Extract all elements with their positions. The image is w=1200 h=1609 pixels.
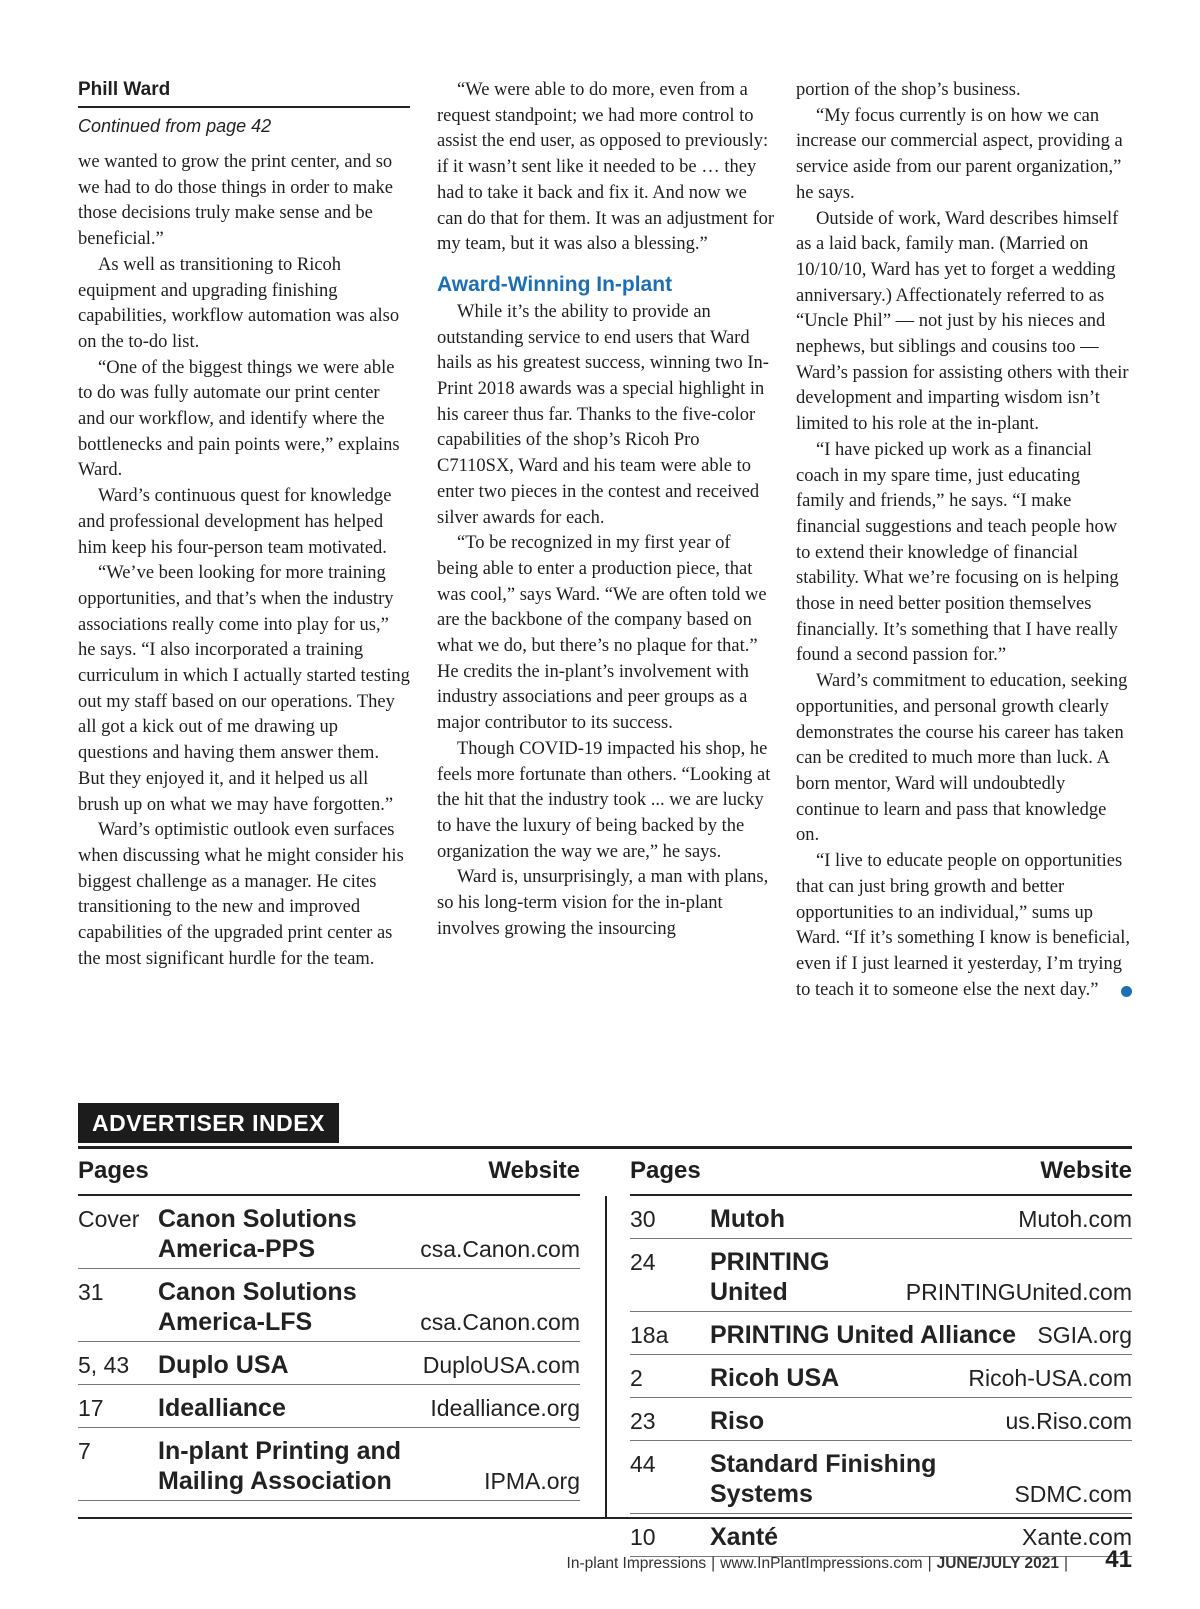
advertiser-company: Canon Solutions America-LFS	[158, 1278, 357, 1336]
left-website-header: Website	[488, 1157, 580, 1184]
advertiser-row	[78, 1342, 580, 1385]
advertiser-company: Canon Solutions America-PPS	[158, 1205, 357, 1263]
advertiser-company: Riso	[710, 1407, 765, 1435]
issue-date: JUNE/JULY 2021	[936, 1555, 1059, 1572]
advertiser-list-right	[630, 1196, 1132, 1557]
advertiser-row	[630, 1355, 1132, 1398]
advertiser-company: Standard Finishing Systems	[710, 1450, 937, 1508]
advertiser-list-left	[78, 1196, 580, 1501]
paragraph: Outside of work, Ward describes himself as a laid back, family man. (Married on 10/10/10, Ward has yet to forget a wedding anniversary.) Affectionately referred to as “Uncle Phil” — not just by his nieces and nephews, but siblings and cousins too — Ward’s passion for assisting others with their development and imparting wisdom isn’t limited to his role at the in-plant.	[796, 208, 1129, 435]
article-column-2	[437, 78, 774, 943]
advertiser-company: Ricoh USA	[710, 1364, 840, 1392]
advertiser-page: Cover	[78, 1206, 140, 1232]
page-footer	[567, 1554, 1073, 1574]
advertiser-row	[630, 1398, 1132, 1441]
paragraph: Though COVID-19 impacted his shop, he feels more fortunate than others. “Looking at the hit that the industry took ... we are lucky to have the luxury of being backed by the organization the way we are,” he says.	[437, 738, 771, 862]
index-bottom-rule	[78, 1517, 1132, 1519]
advertiser-page: 44	[630, 1451, 656, 1477]
publication-name: In-plant Impressions	[566, 1555, 707, 1572]
paragraph-final	[796, 849, 1132, 1003]
final-paragraph-text: “I live to educate people on opportunities that can just bring growth and better opportunities to an individual,” sums up Ward. “If it’s something I know is beneficial, even if I just learned it yesterday, I’m trying to teach it to someone else the next day.”	[796, 851, 1130, 1000]
advertiser-row	[78, 1428, 580, 1501]
footer-separator: |	[927, 1555, 932, 1572]
index-column-divider	[605, 1196, 607, 1517]
paragraph: While it’s the ability to provide an outstanding service to end users that Ward hails as his greatest success, winning two In-Print 2018 awards was a special highlight in his career thus far. Thanks to the five-color capabilities of the shop’s Ricoh Pro C7110SX, Ward and his team were able to enter two pieces in the contest and received silver awards for each.	[437, 301, 769, 528]
advertiser-index-title: ADVERTISER INDEX	[78, 1103, 339, 1143]
advertiser-company: In-plant Printing and Mailing Association	[158, 1437, 402, 1495]
advertiser-row	[630, 1312, 1132, 1355]
article-column-3	[796, 78, 1132, 1003]
advertiser-website[interactable]: Mutoh.com	[1018, 1206, 1132, 1232]
paragraph: “One of the biggest things we were able to do was fully automate our print center and our workflow, and identify where the bottlenecks and pain points were,” explains Ward.	[78, 357, 400, 481]
advertiser-page: 24	[630, 1249, 656, 1275]
advertiser-row	[630, 1239, 1132, 1312]
advertiser-website[interactable]: IPMA.org	[484, 1468, 580, 1494]
paragraph: Ward’s optimistic outlook even surfaces when discussing what he might consider his biggest challenge as a manager. He cites transitioning to the new and improved capabilities of the upgraded print center as the most significant hurdle for the team.	[78, 820, 404, 969]
advertiser-company: Duplo USA	[158, 1351, 289, 1379]
page-number: 41	[1105, 1546, 1132, 1573]
advertiser-page: 30	[630, 1206, 656, 1232]
advertiser-website[interactable]: PRINTINGUnited.com	[905, 1279, 1132, 1305]
advertiser-page: 18a	[630, 1322, 669, 1348]
paragraph: Ward is, unsurprisingly, a man with plans, so his long-term vision for the in-plant involves growing the insourcing	[437, 867, 769, 939]
right-pages-header: Pages	[630, 1157, 701, 1184]
paragraph: “We were able to do more, even from a request standpoint; we had more control to assist the end user, as opposed to previously: if it wasn’t sent like it needed to be … they had to take it back and fix it. And now we can do that for them. It was an adjustment for my team, but it was also a blessing.”	[437, 80, 775, 255]
advertiser-row	[630, 1441, 1132, 1514]
advertiser-row	[630, 1514, 1132, 1557]
advertiser-company: PRINTING United	[710, 1248, 830, 1306]
advertiser-website[interactable]: us.Riso.com	[1005, 1408, 1132, 1434]
advertiser-website[interactable]: Ricoh-USA.com	[968, 1365, 1132, 1391]
index-top-rule	[78, 1146, 1132, 1149]
paragraph: Ward’s continuous quest for knowledge and professional development has helped him keep his four-person team motivated.	[78, 486, 392, 558]
advertiser-row	[78, 1269, 580, 1342]
paragraph: Ward’s commitment to education, seeking opportunities, and personal growth clearly demonstrates the course his career has taken can be credited to much more than luck. A born mentor, Ward will undoubtedly continue to learn and pass that knowledge on.	[796, 671, 1128, 846]
advertiser-website[interactable]: csa.Canon.com	[420, 1309, 580, 1335]
advertiser-page: 17	[78, 1395, 104, 1421]
footer-separator: |	[711, 1555, 716, 1572]
advertiser-page: 5, 43	[78, 1352, 130, 1378]
byline: Phill Ward	[78, 78, 410, 108]
continued-note: Continued from page 42	[78, 116, 272, 136]
footer-separator: |	[1063, 1555, 1068, 1572]
end-mark-icon	[1121, 986, 1132, 997]
advertiser-company: Idealliance	[158, 1394, 286, 1422]
advertiser-page: 10	[630, 1524, 656, 1550]
advertiser-row	[78, 1196, 580, 1269]
section-subhead: Award-Winning In-plant	[437, 272, 673, 296]
paragraph: “I have picked up work as a financial coach in my spare time, just educating family and friends,” he says. “I make financial suggestions and teach people how to extend their knowledge of financial stability. What we’re focusing on is helping those in need better position themselves financially. It’s something that I have really found a second passion for.”	[796, 439, 1119, 666]
advertiser-website[interactable]: Xante.com	[1022, 1524, 1132, 1550]
advertiser-website[interactable]: Idealliance.org	[430, 1395, 580, 1421]
advertiser-page: 2	[630, 1365, 643, 1391]
advertiser-company: Xanté	[710, 1523, 779, 1551]
paragraph: portion of the shop’s business.	[796, 80, 1021, 100]
left-pages-header: Pages	[78, 1157, 149, 1184]
paragraph: we wanted to grow the print center, and so we had to do those things in order to make those decisions truly make sense and be beneficial.”	[78, 152, 393, 250]
advertiser-website[interactable]: SDMC.com	[1014, 1481, 1132, 1507]
paragraph: “To be recognized in my first year of being able to enter a production piece, that was cool,” says Ward. “We are often told we are the backbone of the company based on what we do, but there’s no plaque for that.” He credits the in-plant’s involvement with industry associations and peer groups as a major contributor to its success.	[437, 533, 767, 734]
advertiser-page: 7	[78, 1438, 91, 1464]
advertiser-row	[630, 1196, 1132, 1239]
paragraph: As well as transitioning to Ricoh equipment and upgrading finishing capabilities, workflow automation was also on the to-do list.	[78, 254, 400, 352]
advertiser-company: Mutoh	[710, 1205, 785, 1233]
advertiser-page: 31	[78, 1279, 104, 1305]
advertiser-row	[78, 1385, 580, 1428]
paragraph: “My focus currently is on how we can increase our commercial aspect, providing a service aside from our parent organization,” he says.	[796, 105, 1123, 203]
advertiser-website[interactable]: DuploUSA.com	[422, 1352, 580, 1378]
advertiser-company: PRINTING United Alliance	[710, 1321, 1017, 1349]
publication-url[interactable]: www.InPlantImpressions.com	[720, 1555, 923, 1572]
paragraph: “We’ve been looking for more training opportunities, and that’s when the industry associations really come into play for us,” he says. “I also incorporated a training curriculum in which I actually started testing out my staff based on our operations. They all got a kick out of me drawing up questions and having them answer them. But they enjoyed it, and it helped us all brush up on what we may have forgotten.”	[78, 563, 410, 815]
right-website-header: Website	[1040, 1157, 1132, 1184]
advertiser-website[interactable]: csa.Canon.com	[420, 1236, 580, 1262]
article-column-1	[78, 78, 410, 973]
advertiser-website[interactable]: SGIA.org	[1037, 1322, 1132, 1348]
advertiser-page: 23	[630, 1408, 656, 1434]
